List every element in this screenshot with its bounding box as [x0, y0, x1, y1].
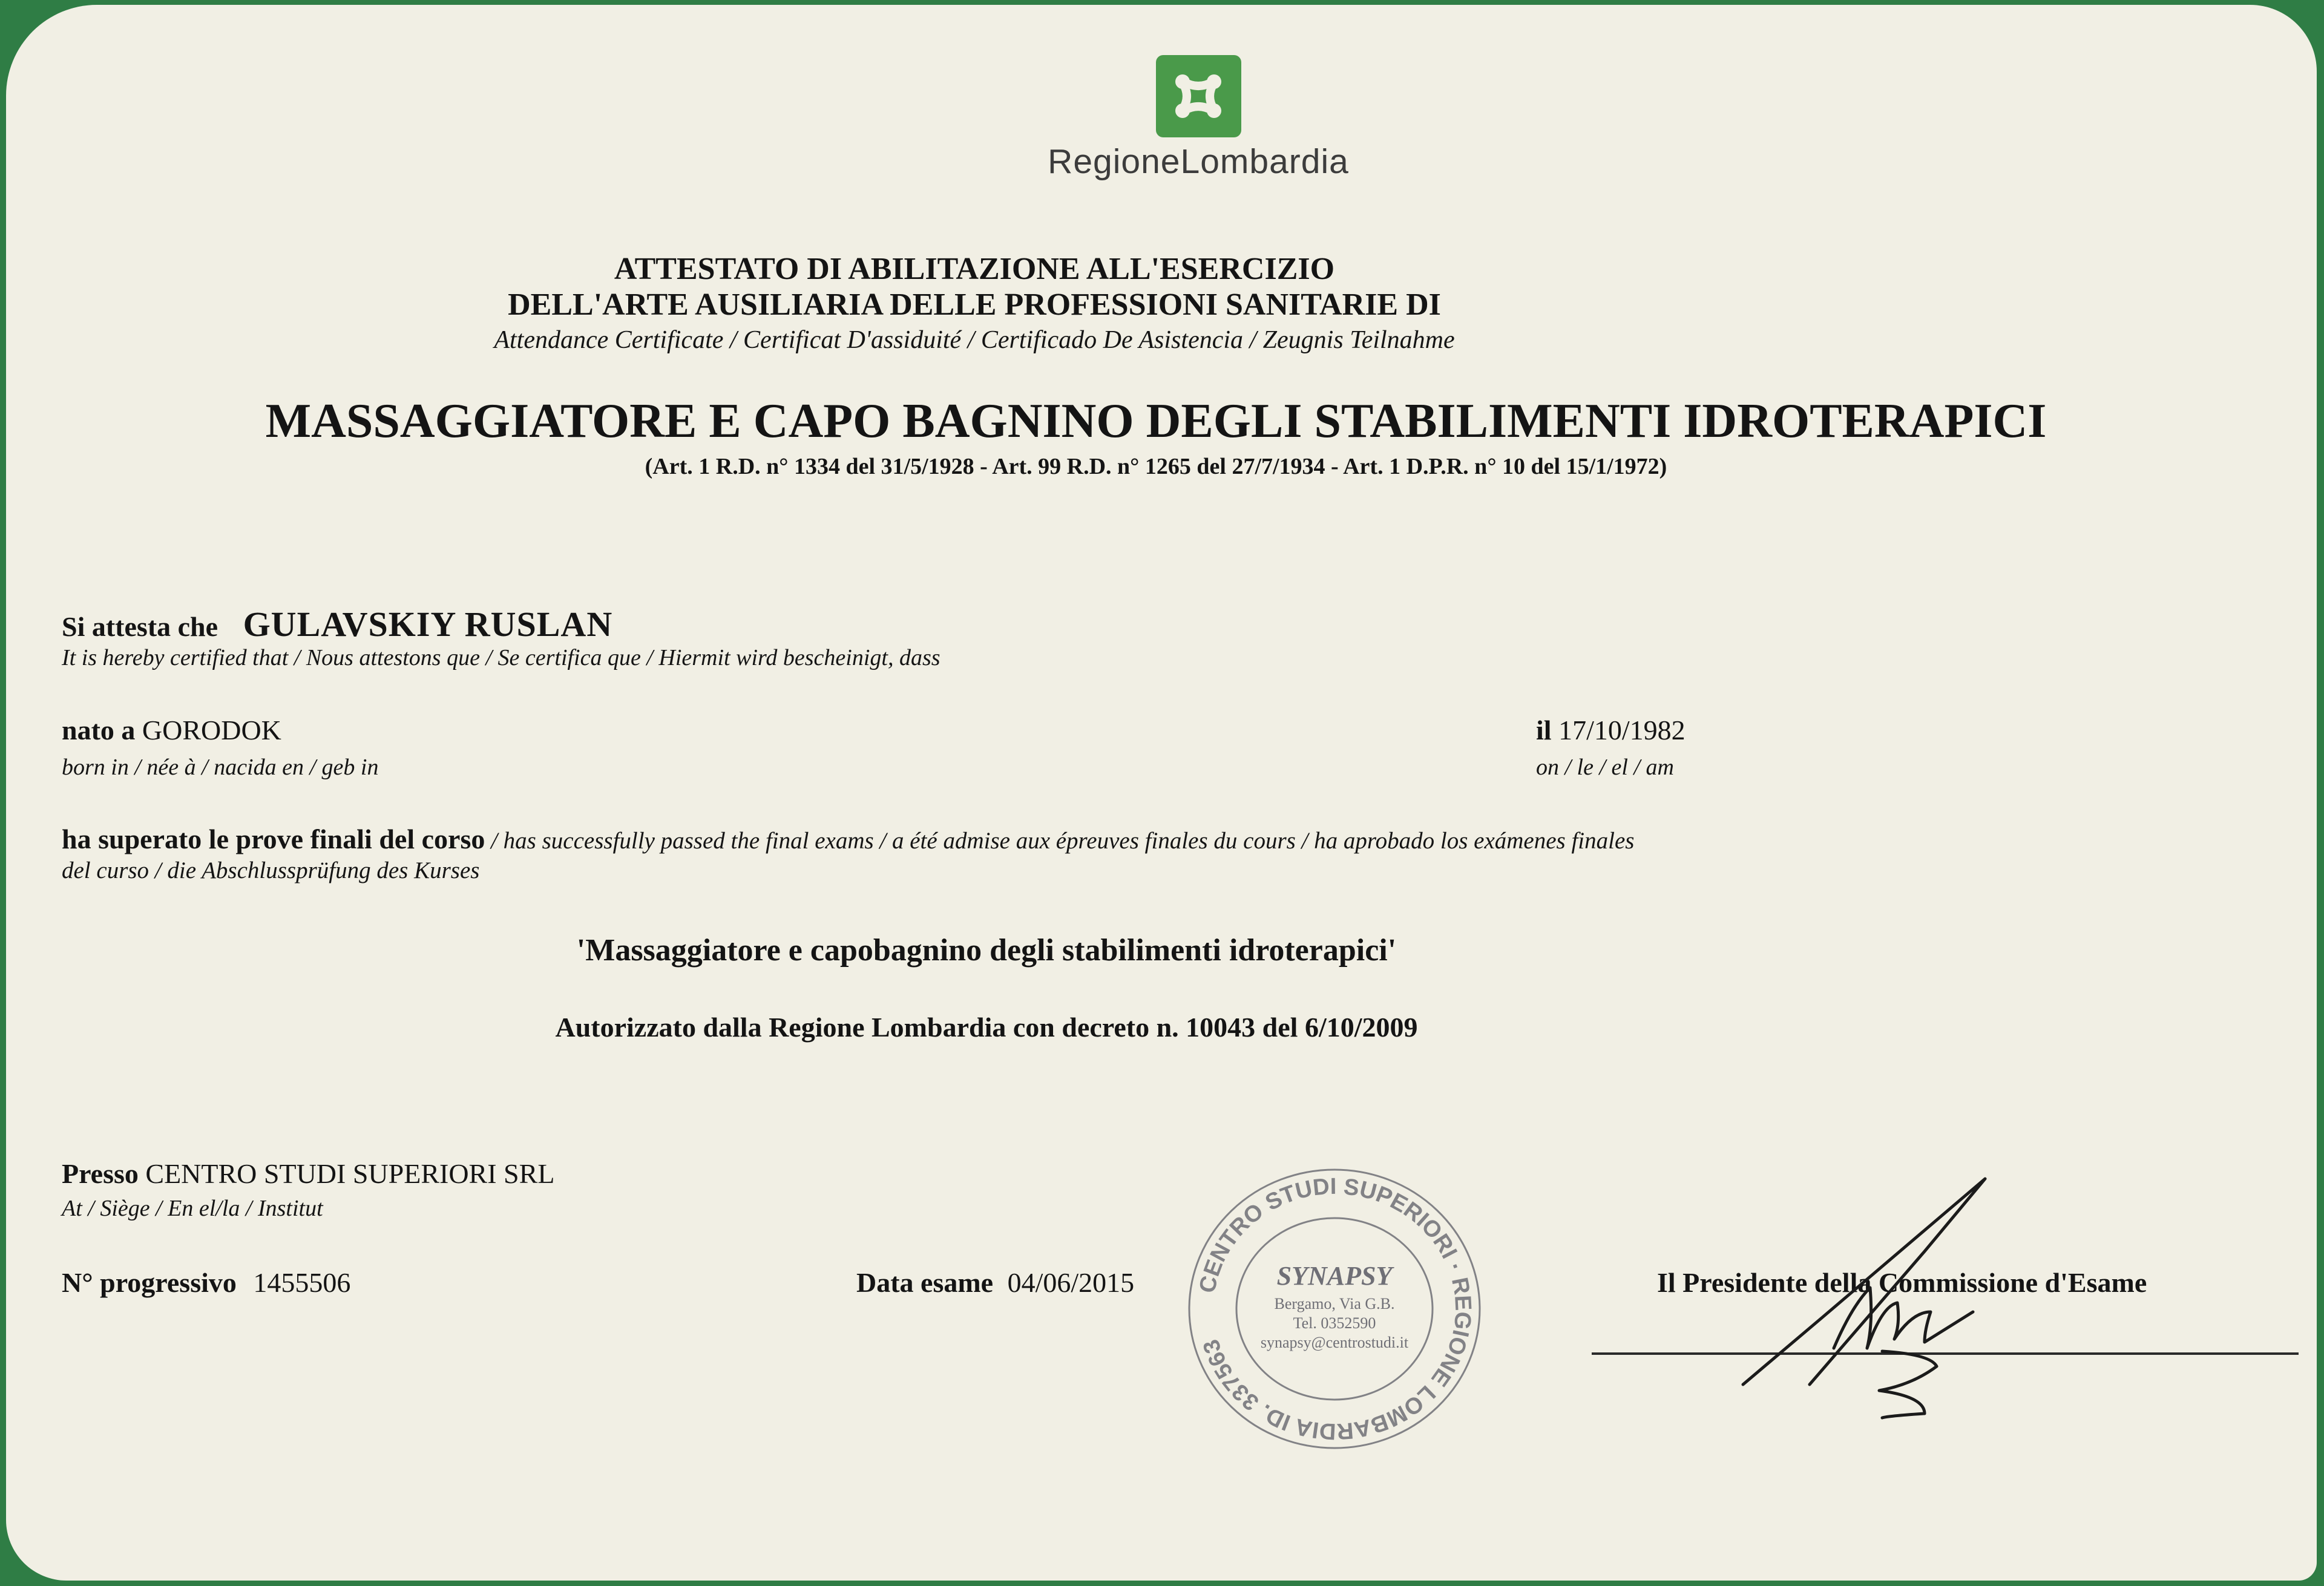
course-label: ha superato le prove finali del corso — [62, 824, 485, 854]
exam-date-value: 04/06/2015 — [1007, 1267, 1135, 1298]
birth-place-value: GORODOK — [142, 715, 281, 745]
regione-lombardia-logo-icon — [1156, 55, 1241, 137]
certificate-sheet — [6, 5, 2317, 1581]
stamp-line-1: Bergamo, Via G.B. — [1274, 1295, 1395, 1312]
holder-label-translation: It is hereby certified that / Nous attestons que / Se certifica que / Hiermit wird bescheinigt, dass — [62, 645, 940, 670]
header-translation: Attendance Certificate / Certificat D'assiduité / Certificado De Asistencia / Zeugnis Teilnahme — [494, 326, 1455, 354]
birth-date-value: 17/10/1982 — [1558, 715, 1686, 745]
logo-text: RegioneLombardia — [1048, 142, 1349, 181]
synapsy-stamp — [1177, 1158, 1492, 1460]
course-name: 'Massaggiatore e capobagnino degli stabilimenti idroterapici' — [576, 933, 1397, 968]
birth-date-row — [1536, 714, 1686, 746]
exam-date-label: Data esame — [856, 1267, 994, 1298]
header-line-2: DELL'ARTE AUSILIARIA DELLE PROFESSIONI SANITARIE DI — [508, 287, 1441, 322]
birth-date-label: il — [1536, 715, 1552, 745]
president-label: Il Presidente della Commissione d'Esame — [1657, 1267, 2147, 1298]
birth-place-translation: born in / née à / nacida en / geb in — [62, 755, 379, 780]
president-signature — [1731, 1167, 2070, 1457]
header-line-1: ATTESTATO DI ABILITAZIONE ALL'ESERCIZIO — [614, 252, 1335, 286]
course-authorization: Autorizzato dalla Regione Lombardia con decreto n. 10043 del 6/10/2009 — [555, 1012, 1418, 1043]
course-row — [62, 823, 2271, 855]
stamp-ring-text: CENTRO STUDI SUPERIORI · REGIONE LOMBARDIA ID. 337563 — [1194, 1173, 1476, 1444]
institute-translation: At / Siège / En el/la / Institut — [62, 1196, 323, 1221]
stamp-line-3: synapsy@centrostudi.it — [1260, 1334, 1409, 1351]
progressive-value: 1455506 — [253, 1267, 351, 1298]
profession-title: MASSAGGIATORE E CAPO BAGNINO DEGLI STABILIMENTI IDROTERAPICI — [265, 395, 2047, 448]
law-reference: (Art. 1 R.D. n° 1334 del 31/5/1928 - Art. 99 R.D. n° 1265 del 27/7/1934 - Art. 1 D.P.R. n° 10 del 15/1/1972) — [645, 454, 1667, 479]
exam-date-row — [856, 1267, 1134, 1299]
birth-date-translation: on / le / el / am — [1536, 755, 1674, 780]
course-translation-1: / has successfully passed the final exams / a été admise aux épreuves finales du cours / ha aprobado los exámenes finales — [485, 828, 1635, 854]
progressive-label: N° progressivo — [62, 1267, 237, 1298]
progressive-row — [62, 1267, 350, 1299]
holder-row — [62, 604, 612, 644]
holder-name: GULAVSKIY RUSLAN — [243, 605, 613, 644]
institute-label: Presso — [62, 1158, 139, 1189]
stamp-title: SYNAPSY — [1276, 1261, 1393, 1291]
birth-place-row — [62, 714, 281, 746]
institute-name: CENTRO STUDI SUPERIORI SRL — [145, 1158, 555, 1189]
stamp-line-2: Tel. 0352590 — [1293, 1314, 1376, 1332]
holder-label: Si attesta che — [62, 611, 218, 642]
birth-place-label: nato a — [62, 715, 136, 745]
institute-row — [62, 1158, 554, 1190]
course-translation-2: del curso / die Abschlussprüfung des Kurses — [62, 857, 480, 883]
